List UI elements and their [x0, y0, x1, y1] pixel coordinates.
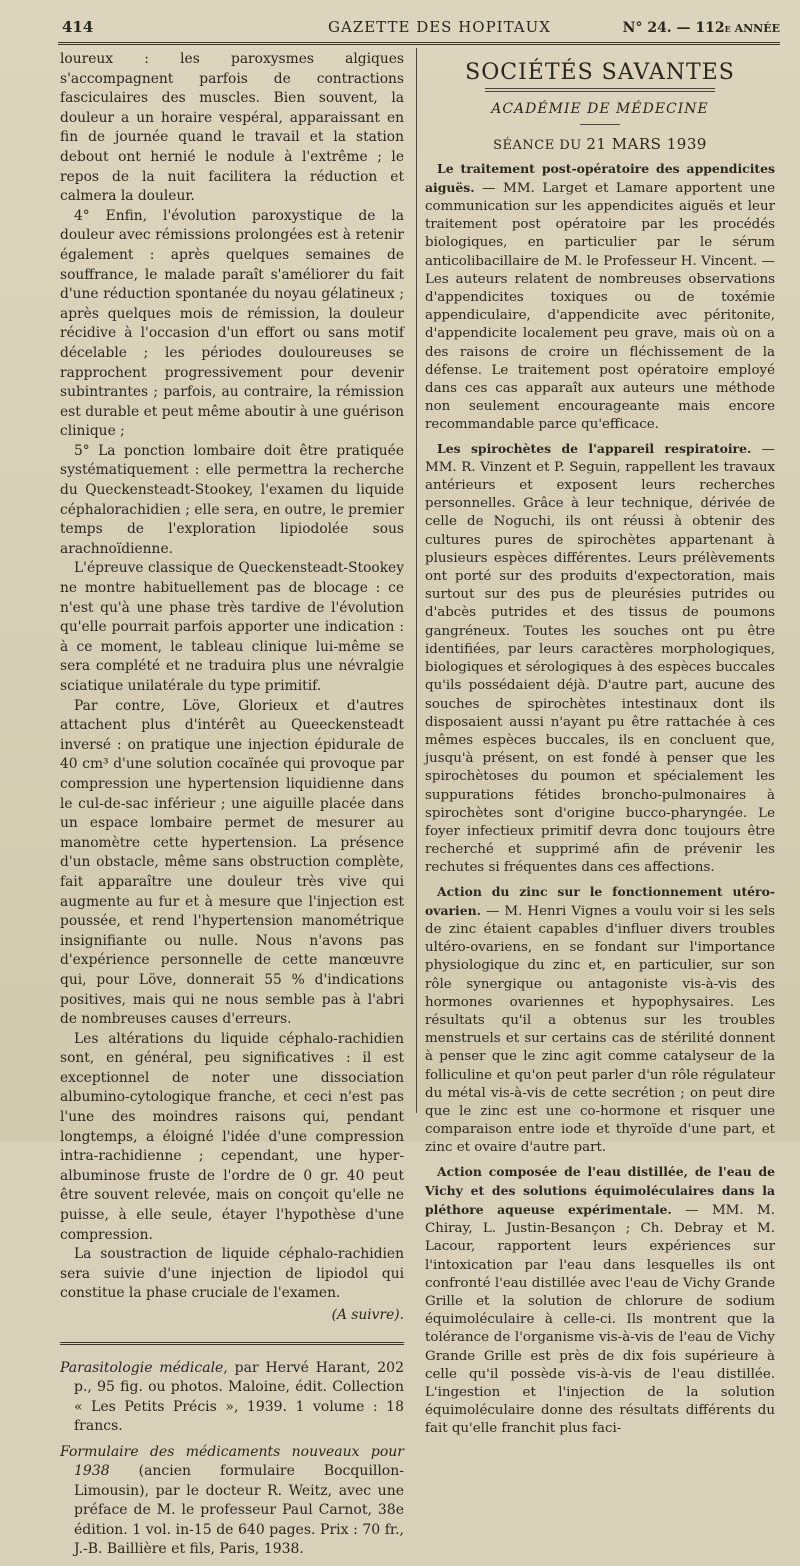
right-column	[425, 50, 775, 1444]
page-header	[58, 12, 780, 42]
book-title: Parasitologie médicale	[60, 1359, 224, 1376]
academy-heading: ACADÉMIE DE MÉDECINE	[491, 101, 709, 118]
section-title: SOCIÉTÉS SAVANTES	[465, 60, 735, 85]
article-paragraph: 4° Enfin, l'évolution paroxystique de la douleur avec rémissions prolongées est à retenir également : après quelques semaines de souffrance, le malade paraît s'améliorer du fait d'une réduction spontanée du noyau gélatineux ; après quelques mois de rémission, la douleur récidive à l'occasion d'un effort ou sans motif décelable ; les périodes douloureuses se rapprochent progressivement pour devenir subintrantes ; parfois, au contraire, la rémission est durable et peut même aboutir à une guérison clinique ;	[60, 207, 404, 440]
report-paragraph	[425, 883, 775, 1158]
report-text: — MM. M. Chiray, L. Justin-Besançon ; Ch. Debray et M. Lacour, rapportent leurs expériences sur l'intoxication par l'eau dans lesquelles ils ont confronté l'eau distillée avec l'eau de Vichy Grande Grille et la solution de chlorure de sodium équimoléculaire à celle-ci. Ils montrent que la tolérance de l'organisme vis-à-vis de l'eau de Vichy Grande Grille est près de dix fois supérieure à celle qu'il possède vis-à-vis de l'eau distillée. L'ingestion et l'injection de la solution équimoléculaire donne des résultats différents du fait qu'elle franchit plus faci-	[425, 1202, 775, 1437]
article-paragraph: Par contre, Löve, Glorieux et d'autres attachent plus d'intérêt au Queeckensteadt inversé : on pratique une injection épidurale de 40 cm³ d'une solution cocaïnée qui provoque par compression une hypertension liquidienne dans le cul-de-sac inférieur ; une aiguille placée dans un espace lombaire permet de mesurer au manomètre cette hypertension. La présence d'un obstacle, même sans obstruction complète, fait apparaître une douleur très vive qui augmente au fur et à mesure que l'injection est poussée, et rend l'hypertension manométrique insignifiante ou nulle. Nous n'avons pas d'expérience personnelle de cette manœuvre qui, pour Löve, donnerait 55 % d'indications positives, mais qui ne nous semble pas à l'abri de nombreuses causes d'erreurs.	[60, 697, 404, 1028]
book-details: , par Hervé Harant, 202 p., 95 fig. ou photos. Maloine, édit. Collection « Les Petits Précis », 1939. 1 volume : 18 francs.	[74, 1359, 404, 1435]
section-separator	[60, 1342, 404, 1345]
book-title: Formulaire des médicaments nouveaux pour 1938	[60, 1443, 404, 1480]
report-topic: Action du zinc sur le fonctionnement utéro-ovarien.	[425, 883, 775, 918]
report-topic: Le traitement post-opératoire des appendicites aiguës.	[425, 160, 775, 195]
report-text: — MM. R. Vinzent et P. Seguin, rappellent les travaux antérieurs et exposent leurs recherches personnelles. Grâce à leur technique, dérivée de celle de Noguchi, ils ont réussi à obtenir des cultures pures de spirochètes appartenant à plusieurs espèces différentes. Leurs prélèvements ont porté sur des produits d'expectoration, mais surtout sur des pus de pleurésies putrides ou d'abcès putrides et des tissus de poumons gangréneux. Toutes les souches ont pu être identifiées, par leurs caractères morphologiques, biologiques et sérologiques à des espèces buccales qu'ils possédaient déjà. D'autre part, aucune des souches de spirochètes intestinaux dont ils disposaient aussi n'ayant pu être rattachée à ces mêmes espèces buccales, ils en concluent que, jusqu'à présent, on est fondé à penser que les spirochètoses du poumon et spécialement les suppurations fétides broncho-pulmonaires à spirochètes sont d'origine bucco-pharyngée. Le foyer infectieux primitif devra donc toujours être recherché et supprimé afin de prévenir les rechutes si fréquentes dans ces affections.	[425, 441, 775, 876]
article-paragraph: Les altérations du liquide céphalo-rachidien sont, en général, peu significatives : il est exceptionnel de noter une dissociation albumino-cytologique franche, et ceci n'est pas l'une des moindres raisons qui, pendant longtemps, a éloigné l'idée d'une compression intra-rachidienne ; cependant, une hyper-albuminose fruste de l'ordre de 0 gr. 40 peut être souvent relevée, mais on conçoit qu'elle ne puisse, à elle seule, étayer l'hypothèse d'une compression.	[60, 1030, 404, 1243]
article-paragraph: loureux : les paroxysmes algiques s'accompagnent parfois de contractions fasciculaires des muscles. Bien souvent, la douleur a un horaire vespéral, apparaissant en fin de journée quand le travail et la station debout ont hernié le nodule à l'extrême ; le repos de la nuit facilitera la réduction et calmera la douleur.	[60, 51, 404, 205]
report-topic: Action composée de l'eau distillée, de l'eau de Vichy et des solutions équimoléculaires dans la pléthore aqueuse expérimentale.	[425, 1163, 775, 1217]
report-text: — MM. Larget et Lamare apportent une communication sur les appendicites aiguës et leur traitement post opératoire par les procédés biologiques, en particulier par le sérum anticolibacillaire de M. le Professeur H. Vincent. — Les auteurs relatent de nombreuses observations d'appendicites toxiques ou de toxémie appendiculaire, d'appendicite avec péritonite, d'appendicite localement peu grave, mais où on a des raisons de croire un fléchissement de la défense. Le traitement post opératoire employé dans ces cas apparaît aux auteurs une méthode non seulement encourageante mais encore recommandable parce qu'efficace.	[425, 180, 775, 433]
report-paragraph	[425, 440, 775, 878]
article-paragraph: La soustraction de liquide céphalo-rachidien sera suivie d'une injection de lipiodol qui constitue la phase cruciale de l'examen.	[60, 1246, 404, 1302]
section-rule	[485, 88, 715, 92]
short-rule	[580, 124, 620, 125]
header-rule	[58, 42, 780, 45]
column-divider	[416, 48, 417, 1113]
left-column	[60, 50, 404, 1566]
report-topic: Les spirochètes de l'appareil respiratoire.	[437, 440, 752, 456]
article-paragraph: 5° La ponction lombaire doit être pratiquée systématiquement : elle permettra la recherche du Queckensteadt-Stookey, l'examen du liquide céphalorachidien ; elle sera, en outre, le premier temps de l'exploration lipiodolée sous arachnoïdienne.	[60, 442, 404, 557]
issue-number: N° 24. — 112e ANNÉE	[622, 20, 780, 36]
to-be-continued: (A suivre).	[331, 1307, 404, 1323]
book-details: (ancien formulaire Bocquillon-Limousin), par le docteur R. Weitz, avec une préface de M. le professeur Paul Carnot, 38e édition. 1 vol. in-15 de 640 pages. Prix : 70 fr., J.-B. Baillière et fils, Paris, 1938.	[74, 1463, 404, 1558]
report-paragraph	[425, 1163, 775, 1439]
report-text: — M. Henri Vignes a voulu voir si les sels de zinc étaient capables d'influer divers troubles ultéro-ovariens, en se fondant sur l'importance physiologique du zinc et, en particulier, sur son rôle synergique ou antagoniste vis-à-vis des hormones ovariennes et hypophysaires. Les résultats qu'il a obtenus sur les troubles menstruels et sur certains cas de stérilité donnent à penser que le zinc agit comme catalyseur de la folliculine et qu'on peut parler d'un rôle régulateur du métal vis-à-vis de cette secrétion ; on peut dire que le zinc est une co-hormone et risquer une comparaison entre iode et thyroïde d'une part, et zinc et ovaire d'autre part.	[425, 903, 775, 1156]
session-date: SÉANCE DU 21 MARS 1939	[493, 135, 707, 154]
journal-title: GAZETTE DES HOPITAUX	[328, 18, 551, 36]
article-paragraph: L'épreuve classique de Queckensteadt-Stookey ne montre habituellement pas de blocage : ce n'est qu'à une phase très tardive de l'évolution qu'elle pourrait parfois apporter une indication : à ce moment, le tableau clinique lui-même se sera complété et ne traduira plus une névralgie sciatique unilatérale du type primitif.	[60, 560, 405, 694]
book-notice	[60, 1443, 404, 1560]
book-notice	[60, 1359, 404, 1437]
page-number: 414	[62, 18, 94, 36]
report-paragraph	[425, 160, 775, 435]
